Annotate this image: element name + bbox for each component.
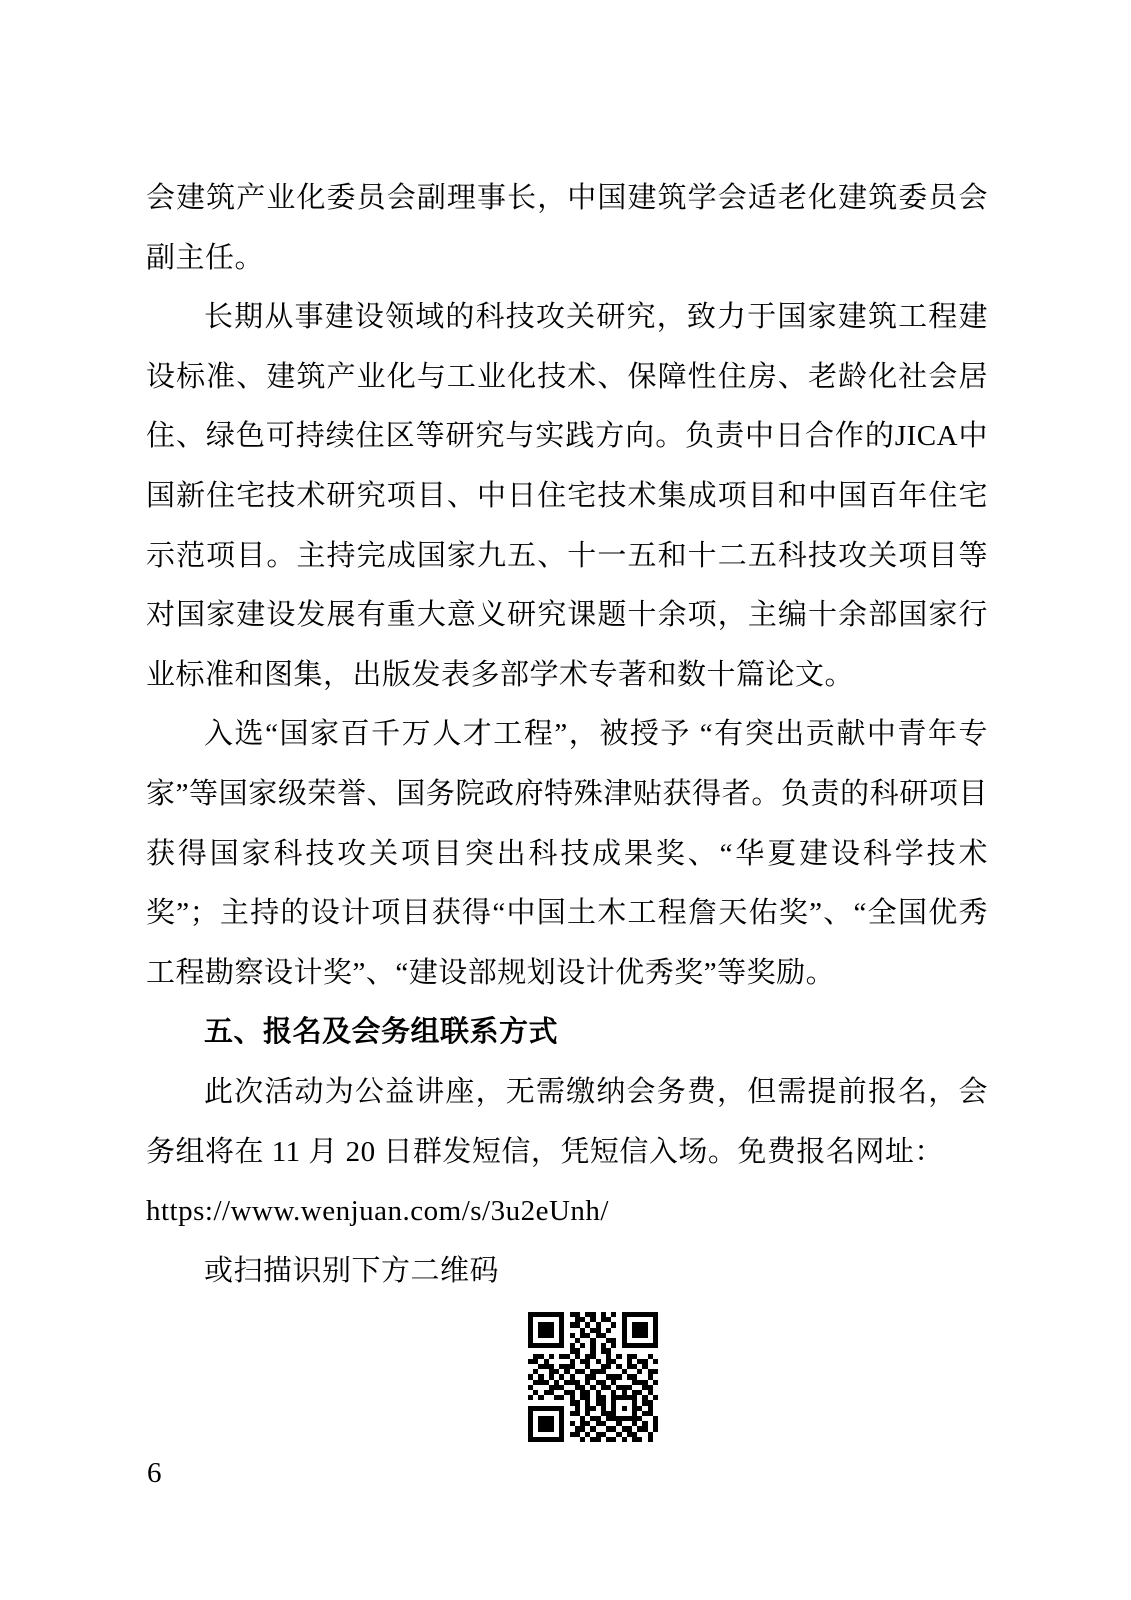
- paragraph: 会建筑产业化委员会副理事长，中国建筑学会适老化建筑委员会副主任。: [146, 182, 988, 274]
- paragraph: 入选“国家百千万人才工程”，被授予 “有突出贡献中青年专家”等国家级荣誉、国务院政府特殊津贴获得者。负责的科研项目获得国家科技攻关项目突出科技成果奖、“华夏建设科学技术奖”；主持的设计项目获得“中国土木工程詹天佑奖”、“全国优秀工程勘察设计奖”、“建设部规划设计优秀奖”等奖励。: [146, 718, 988, 989]
- qr-code: [528, 1312, 658, 1442]
- document-body: [146, 169, 988, 1301]
- page-number: 6: [147, 1457, 162, 1489]
- qr-module: [653, 1437, 658, 1442]
- paragraph: 或扫描识别下方二维码: [204, 1254, 500, 1287]
- registration-url[interactable]: https://www.wenjuan.com/s/3u2eUnh/: [146, 1195, 609, 1228]
- section-heading: 五、报名及会务组联系方式: [204, 1016, 559, 1049]
- paragraph: 长期从事建设领域的科技攻关研究，致力于国家建筑工程建设标准、建筑产业化与工业化技术、保障性住房、老龄化社会居住、绿色可持续住区等研究与实践方向。负责中日合作的JICA中国新住宅技术研究项目、中日住宅技术集成项目和中国百年住宅示范项目。主持完成国家九五、十一五和十二五科技攻关项目等对国家建设发展有重大意义研究课题十余项，主编十余部国家行业标准和图集，出版发表多部学术专著和数十篇论文。: [146, 301, 988, 691]
- paragraph: 此次活动为公益讲座，无需缴纳会务费，但需提前报名，会务组将在 11 月 20 日群发短信，凭短信入场。免费报名网址：: [146, 1075, 988, 1168]
